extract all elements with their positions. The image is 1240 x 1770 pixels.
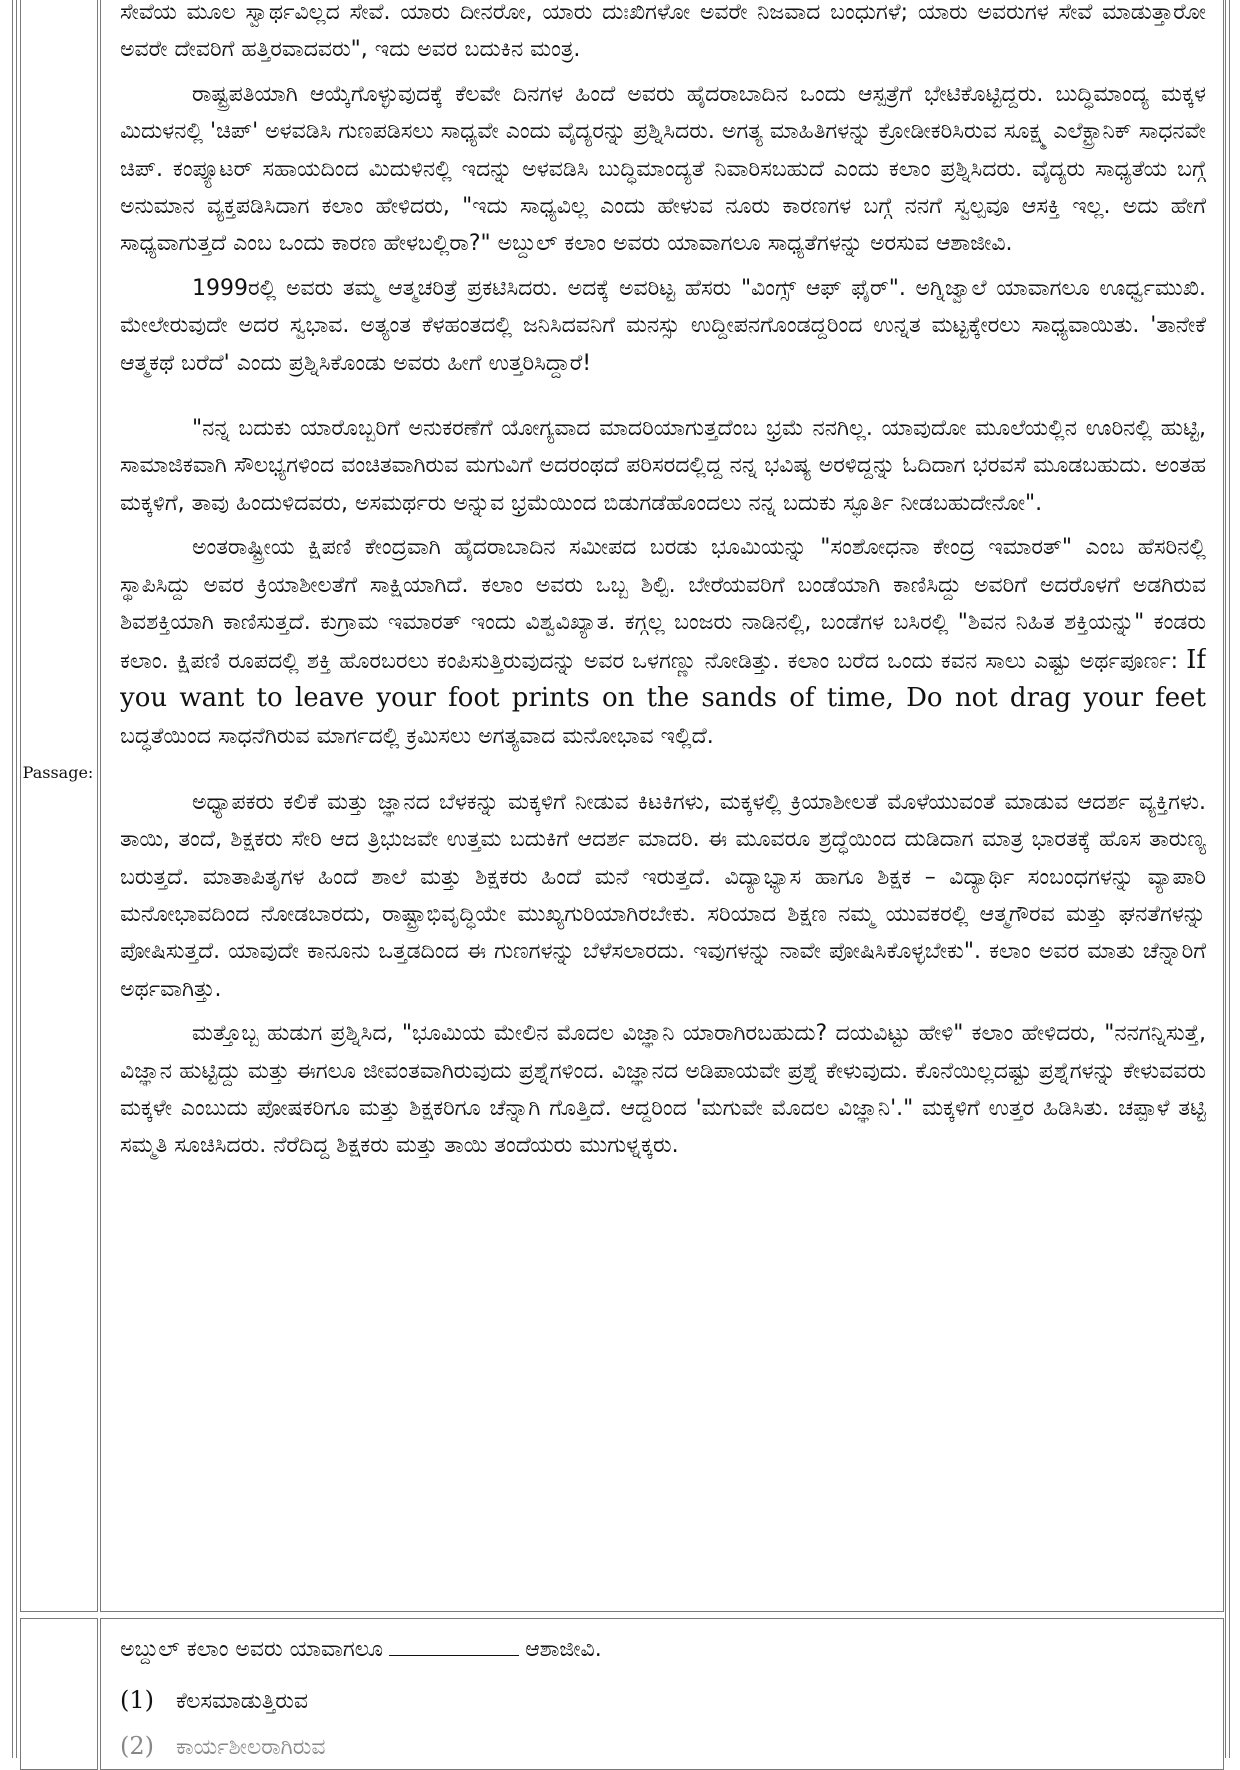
paragraph-6: ಅಧ್ಯಾಪಕರು ಕಲಿಕೆ ಮತ್ತು ಜ್ಞಾನದ ಬೆಳಕನ್ನು ಮಕ್ಕಳಿಗೆ ನೀಡುವ ಕಿಟಕಿಗಳು, ಮಕ್ಕಳಲ್ಲಿ ಕ್ರಿಯಾಶೀಲತೆ ಮೊಳೆಯುವಂತೆ ಮಾಡುವ ಆದರ್ಶ ವ್ಯಕ್ತಿಗಳು. ತಾಯಿ, ತಂದೆ, ಶಿಕ್ಷಕರು ಸೇರಿ ಆದ ತ್ರಿಭುಜವೇ ಉತ್ತಮ ಬದುಕಿಗೆ ಆದರ್ಶ ಮಾದರಿ. ಈ ಮೂವರೂ ಶ್ರದ್ಧೆಯಿಂದ ದುಡಿದಾಗ ಮಾತ್ರ ಭಾರತಕ್ಕೆ ಹೊಸ ತಾರುಣ್ಯ ಬರುತ್ತದೆ. ಮಾತಾಪಿತೃಗಳ ಹಿಂದೆ ಶಾಲೆ ಮತ್ತು ಶಿಕ್ಷಕರು ಹಿಂದೆ ಮನೆ ಇರುತ್ತದೆ. ವಿದ್ಯಾಭ್ಯಾಸ ಹಾಗೂ ಶಿಕ್ಷಕ – ವಿದ್ಯಾರ್ಥಿ ಸಂಬಂಧಗಳನ್ನು ವ್ಯಾಪಾರಿ ಮನೋಭಾವದಿಂದ ನೋಡಬಾರದು, ರಾಷ್ಟ್ರಾಭಿವೃದ್ಧಿಯೇ ಮುಖ್ಯಗುರಿಯಾಗಿರಬೇಕು. ಸರಿಯಾದ ಶಿಕ್ಷಣ ನಮ್ಮ ಯುವಕರಲ್ಲಿ ಆತ್ಮಗೌರವ ಮತ್ತು ಘನತೆಗಳನ್ನು ಪೋಷಿಸುತ್ತದೆ. ಯಾವುದೇ ಕಾನೂನು ಒತ್ತಡದಿಂದ ಈ ಗುಣಗಳನ್ನು ಬೆಳೆಸಲಾರದು. ಇವುಗಳನ್ನು ನಾವೇ ಪೋಷಿಸಿಕೊಳ್ಳಬೇಕು". ಕಲಾಂ ಅವರ ಮಾತು ಚೆನ್ನಾರಿಗೆ ಅರ್ಥವಾಗಿತ್ತು. xyxy=(120,789,1206,1002)
paragraph-5 xyxy=(120,529,1206,755)
option-1-number: (1) xyxy=(120,1686,154,1714)
outer-border-left-inner xyxy=(16,0,18,1758)
paragraph-1: ಸೇವೆಯ ಮೂಲ ಸ್ವಾರ್ಥವಿಲ್ಲದ ಸೇವೆ. ಯಾರು ದೀನರೋ, ಯಾರು ದುಃಖಿಗಳೋ ಅವರೇ ನಿಜವಾದ ಬಂಧುಗಳೆ; ಯಾರು ಅವರುಗಳ ಸೇವೆ ಮಾಡುತ್ತಾರೋ ಅವರೇ ದೇವರಿಗೆ ಹತ್ತಿರವಾದವರು", ಇದು ಅವರ ಬದುಕಿನ ಮಂತ್ರ. xyxy=(120,0,1206,63)
outer-border-right-inner xyxy=(1229,0,1231,1758)
paragraph-5-tail: ಬದ್ಧತೆಯಿಂದ ಸಾಧನೆಗಿರುವ ಮಾರ್ಗದಲ್ಲಿ ಕ್ರಮಿಸಲು ಅಗತ್ಯವಾದ ಮನೋಭಾವ ಇಲ್ಲಿದೆ. xyxy=(120,724,714,750)
question-block xyxy=(120,1632,1210,1766)
outer-border-left xyxy=(12,0,14,1758)
option-1[interactable] xyxy=(120,1682,1210,1720)
label-cell xyxy=(20,0,98,1612)
fill-blank xyxy=(389,1653,519,1656)
question-label-cell xyxy=(20,1618,98,1770)
poem-line-english: If you want to leave your foot prints on the sands of time, Do not drag your feet xyxy=(120,644,1206,713)
paragraph-2: ರಾಷ್ಟ್ರಪತಿಯಾಗಿ ಆಯ್ಕೆಗೊಳ್ಳುವುದಕ್ಕೆ ಕೆಲವೇ ದಿನಗಳ ಹಿಂದೆ ಅವರು ಹೈದರಾಬಾದಿನ ಒಂದು ಆಸ್ಪತ್ರೆಗೆ ಭೇಟಿಕೊಟ್ಟಿದ್ದರು. ಬುದ್ಧಿಮಾಂದ್ಯ ಮಕ್ಕಳ ಮಿದುಳನಲ್ಲಿ 'ಚಿಪ್' ಅಳವಡಿಸಿ ಗುಣಪಡಿಸಲು ಸಾಧ್ಯವೇ ಎಂದು ವೈದ್ಯರನ್ನು ಪ್ರಶ್ನಿಸಿದರು. ಅಗತ್ಯ ಮಾಹಿತಿಗಳನ್ನು ಕ್ರೋಡೀಕರಿಸಿರುವ ಸೂಕ್ಷ್ಮ ಎಲೆಕ್ಟ್ರಾನಿಕ್ ಸಾಧನವೇ ಚಿಪ್. ಕಂಪ್ಯೂಟರ್ ಸಹಾಯದಿಂದ ಮಿದುಳಿನಲ್ಲಿ ಇದನ್ನು ಅಳವಡಿಸಿ ಬುದ್ಧಿಮಾಂದ್ಯತೆ ನಿವಾರಿಸಬಹುದೆ ಎಂದು ಕಲಾಂ ಪ್ರಶ್ನಿಸಿದರು. ವೈದ್ಯರು ಸಾಧ್ಯತೆಯ ಬಗ್ಗೆ ಅನುಮಾನ ವ್ಯಕ್ತಪಡಿಸಿದಾಗ ಕಲಾಂ ಹೇಳಿದರು, "ಇದು ಸಾಧ್ಯವಿಲ್ಲ ಎಂದು ಹೇಳುವ ನೂರು ಕಾರಣಗಳ ಬಗ್ಗೆ ನನಗೆ ಸ್ವಲ್ಪವೂ ಆಸಕ್ತಿ ಇಲ್ಲ. ಅದು ಹೇಗೆ ಸಾಧ್ಯವಾಗುತ್ತದೆ ಎಂಬ ಒಂದು ಕಾರಣ ಹೇಳಬಲ್ಲಿರಾ?" ಅಬ್ದುಲ್ ಕಲಾಂ ಅವರು ಯಾವಾಗಲೂ ಸಾಧ್ಯತೆಗಳನ್ನು ಅರಸುವ ಆಶಾಜೀವಿ. xyxy=(120,81,1206,257)
question-stem xyxy=(120,1632,1210,1668)
paragraph-5-kannada: ಅಂತರಾಷ್ಟ್ರೀಯ ಕ್ಷಿಪಣಿ ಕೇಂದ್ರವಾಗಿ ಹೈದರಾಬಾದಿನ ಸಮೀಪದ ಬರಡು ಭೂಮಿಯನ್ನು "ಸಂಶೋಧನಾ ಕೇಂದ್ರ ಇಮಾರತ್" ಎಂಬ ಹೆಸರಿನಲ್ಲಿ ಸ್ಥಾಪಿಸಿದ್ದು ಅವರ ಕ್ರಿಯಾಶೀಲತೆಗೆ ಸಾಕ್ಷಿಯಾಗಿದೆ. ಕಲಾಂ ಅವರು ಒಬ್ಬ ಶಿಲ್ಪಿ. ಬೇರೆಯವರಿಗೆ ಬಂಡೆಯಾಗಿ ಕಾಣಿಸಿದ್ದು ಅವರಿಗೆ ಅದರೊಳಗೆ ಅಡಗಿರುವ ಶಿವಶಕ್ತಿಯಾಗಿ ಕಾಣಿಸುತ್ತದೆ. ಕುಗ್ರಾಮ ಇಮಾರತ್ ಇಂದು ವಿಶ್ವವಿಖ್ಯಾತ. ಕಗ್ಗಲ್ಲ ಬಂಜರು ನಾಡಿನಲ್ಲಿ, ಬಂಡೆಗಳ ಬಸಿರಲ್ಲಿ "ಶಿವನ ನಿಹಿತ ಶಕ್ತಿಯನ್ನು" ಕಂಡರು ಕಲಾಂ. ಕ್ಷಿಪಣಿ ರೂಪದಲ್ಲಿ ಶಕ್ತಿ ಹೊರಬರಲು ಕಂಪಿಸುತ್ತಿರುವುದನ್ನು ಅವರ ಒಳಗಣ್ಣು ನೋಡಿತ್ತು. ಕಲಾಂ ಬರೆದ ಒಂದು ಕವನ ಸಾಲು ಎಷ್ಟು ಅರ್ಥಪೂರ್ಣ: xyxy=(120,535,1206,674)
paragraph-3: 1999ರಲ್ಲಿ ಅವರು ತಮ್ಮ ಆತ್ಮಚರಿತ್ರೆ ಪ್ರಕಟಿಸಿದರು. ಅದಕ್ಕೆ ಅವರಿಟ್ಟ ಹೆಸರು "ವಿಂಗ್ಸ್ ಆಫ್ ಫೈರ್". ಅಗ್ನಿಜ್ವಾಲೆ ಯಾವಾಗಲೂ ಊರ್ಧ್ವಮುಖಿ. ಮೇಲೇರುವುದೇ ಅದರ ಸ್ವಭಾವ. ಅತ್ಯಂತ ಕೆಳಹಂತದಲ್ಲಿ ಜನಿಸಿದವನಿಗೆ ಮನಸ್ಸು ಉದ್ದೀಪನಗೊಂಡದ್ದರಿಂದ ಉನ್ನತ ಮಟ್ಟಕ್ಕೇರಲು ಸಾಧ್ಯವಾಯಿತು. 'ತಾನೇಕೆ ಆತ್ಮಕಥೆ ಬರೆದೆ' ಎಂದು ಪ್ರಶ್ನಿಸಿಕೊಂಡು ಅವರು ಹೀಗೆ ಉತ್ತರಿಸಿದ್ದಾರೆ! xyxy=(120,275,1206,376)
question-stem-end: ಆಶಾಜೀವಿ. xyxy=(525,1637,602,1662)
option-1-text: ಕೆಲಸಮಾಡುತ್ತಿರುವ xyxy=(176,1689,309,1714)
passage-label: Passage: xyxy=(22,763,94,782)
passage-text xyxy=(120,0,1206,1604)
outer-border-right xyxy=(1225,0,1227,1758)
option-2-number: (2) xyxy=(120,1732,154,1760)
question-stem-start: ಅಬ್ದುಲ್ ಕಲಾಂ ಅವರು ಯಾವಾಗಲೂ xyxy=(120,1637,384,1662)
option-2[interactable] xyxy=(120,1728,1210,1766)
option-2-text: ಕಾರ್ಯಶೀಲರಾಗಿರುವ xyxy=(176,1735,326,1760)
paragraph-4: "ನನ್ನ ಬದುಕು ಯಾರೊಬ್ಬರಿಗೆ ಅನುಕರಣೆಗೆ ಯೋಗ್ಯವಾದ ಮಾದರಿಯಾಗುತ್ತದೆಂಬ ಭ್ರಮೆ ನನಗಿಲ್ಲ. ಯಾವುದೋ ಮೂಲೆಯಲ್ಲಿನ ಊರಿನಲ್ಲಿ ಹುಟ್ಟಿ, ಸಾಮಾಜಿಕವಾಗಿ ಸೌಲಭ್ಯಗಳಿಂದ ವಂಚಿತವಾಗಿರುವ ಮಗುವಿಗೆ ಅದರಂಥದೆ ಪರಿಸರದಲ್ಲಿದ್ದ ನನ್ನ ಭವಿಷ್ಯ ಅರಳಿದ್ದನ್ನು ಓದಿದಾಗ ಭರವಸೆ ಮೂಡಬಹುದು. ಅಂತಹ ಮಕ್ಕಳಿಗೆ, ತಾವು ಹಿಂದುಳಿದವರು, ಅಸಮರ್ಥರು ಅನ್ನುವ ಭ್ರಮೆಯಿಂದ ಬಿಡುಗಡೆಹೊಂದಲು ನನ್ನ ಬದುಕು ಸ್ಫೂರ್ತಿ ನೀಡಬಹುದೇನೋ". xyxy=(120,416,1206,516)
paragraph-7: ಮತ್ತೊಬ್ಬ ಹುಡುಗ ಪ್ರಶ್ನಿಸಿದ, "ಭೂಮಿಯ ಮೇಲಿನ ಮೊದಲ ವಿಜ್ಞಾನಿ ಯಾರಾಗಿರಬಹುದು? ದಯವಿಟ್ಟು ಹೇಳಿ" ಕಲಾಂ ಹೇಳಿದರು, "ನನಗನ್ನಿಸುತ್ತೆ, ವಿಜ್ಞಾನ ಹುಟ್ಟಿದ್ದು ಮತ್ತು ಈಗಲೂ ಜೀವಂತವಾಗಿರುವುದು ಪ್ರಶ್ನೆಗಳಿಂದ. ವಿಜ್ಞಾನದ ಅಡಿಪಾಯವೇ ಪ್ರಶ್ನೆ ಕೇಳುವುದು. ಕೊನೆಯಿಲ್ಲದಷ್ಟು ಪ್ರಶ್ನೆಗಳನ್ನು ಕೇಳುವವರು ಮಕ್ಕಳೇ ಎಂಬುದು ಪೋಷಕರಿಗೂ ಮತ್ತು ಶಿಕ್ಷಕರಿಗೂ ಚೆನ್ನಾಗಿ ಗೊತ್ತಿದೆ. ಆದ್ದರಿಂದ 'ಮಗುವೇ ಮೊದಲ ವಿಜ್ಞಾನಿ'." ಮಕ್ಕಳಿಗೆ ಉತ್ತರ ಹಿಡಿಸಿತು. ಚಪ್ಪಾಳೆ ತಟ್ಟಿ ಸಮ್ಮತಿ ಸೂಚಿಸಿದರು. ನೆರೆದಿದ್ದ ಶಿಕ್ಷಕರು ಮತ್ತು ತಾಯಿ ತಂದೆಯರು ಮುಗುಳ್ನಕ್ಕರು. xyxy=(120,1021,1206,1159)
